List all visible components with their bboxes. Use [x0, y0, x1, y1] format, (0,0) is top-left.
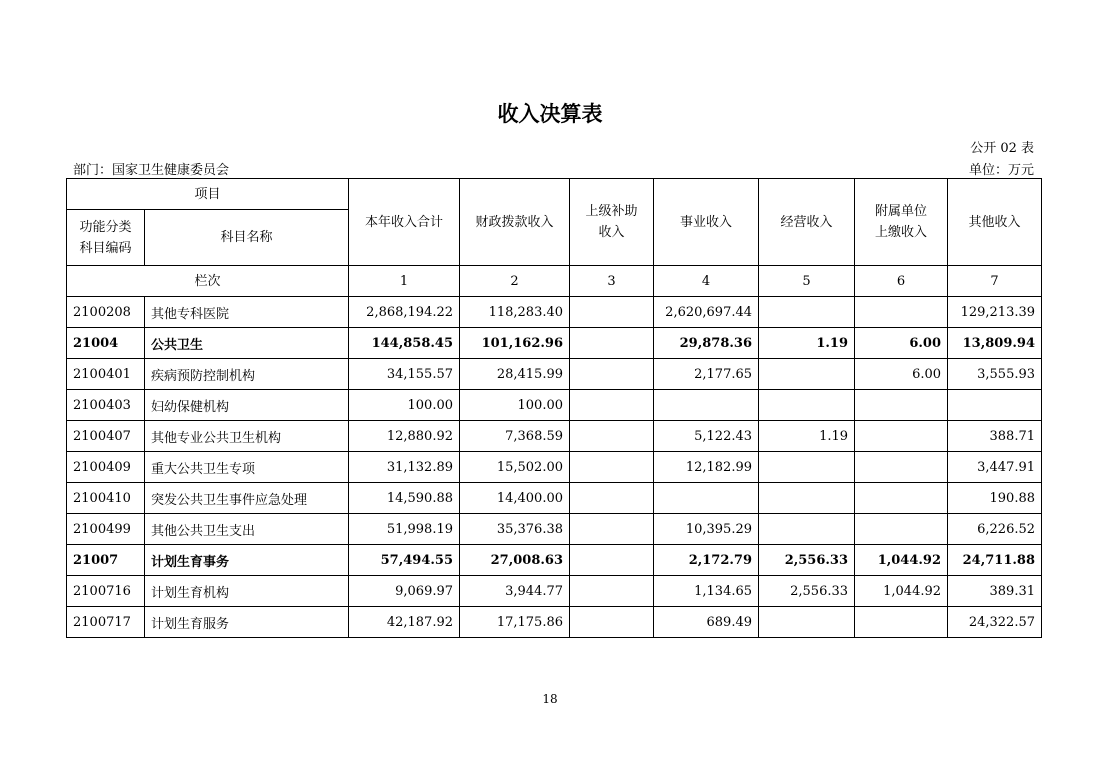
- page-title: 收入决算表: [497, 102, 603, 126]
- table-row: [67, 607, 1042, 638]
- header-affiliated: 附属单位 上缴收入: [855, 179, 948, 266]
- subject-name: 其他专科医院: [145, 297, 349, 328]
- amount-cell: 2,556.33: [759, 545, 855, 576]
- amount-cell: [570, 359, 654, 390]
- amount-cell: 1.19: [759, 328, 855, 359]
- amount-cell: [759, 297, 855, 328]
- amount-cell: [855, 452, 948, 483]
- header-business: 事业收入: [654, 179, 759, 266]
- index-col: 7: [948, 266, 1042, 297]
- amount-cell: 12,880.92: [349, 421, 460, 452]
- subject-code: 2100716: [67, 576, 145, 607]
- subject-code: 2100410: [67, 483, 145, 514]
- amount-cell: [855, 483, 948, 514]
- amount-cell: 42,187.92: [349, 607, 460, 638]
- amount-cell: [570, 576, 654, 607]
- amount-cell: 10,395.29: [654, 514, 759, 545]
- index-col: 3: [570, 266, 654, 297]
- amount-cell: 2,868,194.22: [349, 297, 460, 328]
- header-func-code: 功能分类 科目编码: [67, 210, 145, 266]
- index-col: 5: [759, 266, 855, 297]
- amount-cell: [759, 483, 855, 514]
- subject-code: 2100717: [67, 607, 145, 638]
- form-number: 公开 02 表: [970, 141, 1034, 156]
- index-col: 1: [349, 266, 460, 297]
- table-row: [67, 359, 1042, 390]
- amount-cell: [855, 514, 948, 545]
- table-row: [67, 452, 1042, 483]
- amount-cell: 1.19: [759, 421, 855, 452]
- amount-cell: 14,400.00: [460, 483, 570, 514]
- index-label: 栏次: [67, 266, 349, 297]
- header-operating: 经营收入: [759, 179, 855, 266]
- table-row: [67, 421, 1042, 452]
- amount-cell: 1,134.65: [654, 576, 759, 607]
- amount-cell: [570, 421, 654, 452]
- amount-cell: 29,878.36: [654, 328, 759, 359]
- index-col: 6: [855, 266, 948, 297]
- amount-cell: [759, 514, 855, 545]
- subject-name: 疾病预防控制机构: [145, 359, 349, 390]
- subject-code: 21007: [67, 545, 145, 576]
- amount-cell: 118,283.40: [460, 297, 570, 328]
- subject-name: 计划生育事务: [145, 545, 349, 576]
- index-col: 2: [460, 266, 570, 297]
- subject-code: 2100208: [67, 297, 145, 328]
- amount-cell: 100.00: [460, 390, 570, 421]
- amount-cell: 12,182.99: [654, 452, 759, 483]
- amount-cell: [654, 483, 759, 514]
- header-total: 本年收入合计: [349, 179, 460, 266]
- amount-cell: 389.31: [948, 576, 1042, 607]
- index-col: 4: [654, 266, 759, 297]
- amount-cell: 14,590.88: [349, 483, 460, 514]
- subject-code: 2100409: [67, 452, 145, 483]
- amount-cell: 2,620,697.44: [654, 297, 759, 328]
- amount-cell: [759, 390, 855, 421]
- header-subject-name: 科目名称: [145, 210, 349, 266]
- amount-cell: 17,175.86: [460, 607, 570, 638]
- table-row: [67, 545, 1042, 576]
- subject-name: 公共卫生: [145, 328, 349, 359]
- amount-cell: 190.88: [948, 483, 1042, 514]
- amount-cell: 24,322.57: [948, 607, 1042, 638]
- subject-name: 妇幼保健机构: [145, 390, 349, 421]
- amount-cell: 15,502.00: [460, 452, 570, 483]
- amount-cell: 34,155.57: [349, 359, 460, 390]
- table-row: [67, 514, 1042, 545]
- table-row: [67, 328, 1042, 359]
- amount-cell: 28,415.99: [460, 359, 570, 390]
- subject-code: 2100403: [67, 390, 145, 421]
- amount-cell: 2,177.65: [654, 359, 759, 390]
- table-row: [67, 576, 1042, 607]
- subject-name: 突发公共卫生事件应急处理: [145, 483, 349, 514]
- amount-cell: 100.00: [349, 390, 460, 421]
- subject-name: 其他专业公共卫生机构: [145, 421, 349, 452]
- amount-cell: [570, 297, 654, 328]
- amount-cell: 9,069.97: [349, 576, 460, 607]
- amount-cell: 13,809.94: [948, 328, 1042, 359]
- amount-cell: 57,494.55: [349, 545, 460, 576]
- amount-cell: 3,555.93: [948, 359, 1042, 390]
- amount-cell: 2,556.33: [759, 576, 855, 607]
- header-superior: 上级补助 收入: [570, 179, 654, 266]
- header-fiscal: 财政拨款收入: [460, 179, 570, 266]
- amount-cell: 31,132.89: [349, 452, 460, 483]
- amount-cell: 6.00: [855, 328, 948, 359]
- amount-cell: 3,447.91: [948, 452, 1042, 483]
- amount-cell: [759, 607, 855, 638]
- table-row: [67, 390, 1042, 421]
- amount-cell: [654, 390, 759, 421]
- amount-cell: 689.49: [654, 607, 759, 638]
- subject-name: 计划生育机构: [145, 576, 349, 607]
- amount-cell: [570, 607, 654, 638]
- department-label: 部门：国家卫生健康委员会: [73, 163, 230, 178]
- page-number: 18: [542, 692, 558, 706]
- amount-cell: 144,858.45: [349, 328, 460, 359]
- subject-code: 2100499: [67, 514, 145, 545]
- unit-label: 单位：万元: [968, 163, 1034, 178]
- amount-cell: [855, 297, 948, 328]
- amount-cell: [948, 390, 1042, 421]
- header-other: 其他收入: [948, 179, 1042, 266]
- amount-cell: 1,044.92: [855, 545, 948, 576]
- amount-cell: 2,172.79: [654, 545, 759, 576]
- amount-cell: 5,122.43: [654, 421, 759, 452]
- amount-cell: 6.00: [855, 359, 948, 390]
- amount-cell: 1,044.92: [855, 576, 948, 607]
- amount-cell: [759, 359, 855, 390]
- amount-cell: 388.71: [948, 421, 1042, 452]
- table-row: [67, 297, 1042, 328]
- amount-cell: [570, 483, 654, 514]
- income-table: [66, 178, 1042, 638]
- amount-cell: 6,226.52: [948, 514, 1042, 545]
- amount-cell: [570, 452, 654, 483]
- amount-cell: 101,162.96: [460, 328, 570, 359]
- amount-cell: [855, 390, 948, 421]
- header-project: 项目: [67, 179, 349, 210]
- subject-name: 其他公共卫生支出: [145, 514, 349, 545]
- amount-cell: 7,368.59: [460, 421, 570, 452]
- amount-cell: [570, 390, 654, 421]
- subject-code: 2100407: [67, 421, 145, 452]
- amount-cell: [855, 607, 948, 638]
- amount-cell: 35,376.38: [460, 514, 570, 545]
- subject-code: 21004: [67, 328, 145, 359]
- amount-cell: [855, 421, 948, 452]
- subject-code: 2100401: [67, 359, 145, 390]
- amount-cell: 24,711.88: [948, 545, 1042, 576]
- amount-cell: 27,008.63: [460, 545, 570, 576]
- amount-cell: 3,944.77: [460, 576, 570, 607]
- amount-cell: [570, 328, 654, 359]
- amount-cell: 51,998.19: [349, 514, 460, 545]
- amount-cell: [570, 545, 654, 576]
- table-row: [67, 483, 1042, 514]
- subject-name: 计划生育服务: [145, 607, 349, 638]
- amount-cell: 129,213.39: [948, 297, 1042, 328]
- subject-name: 重大公共卫生专项: [145, 452, 349, 483]
- amount-cell: [759, 452, 855, 483]
- amount-cell: [570, 514, 654, 545]
